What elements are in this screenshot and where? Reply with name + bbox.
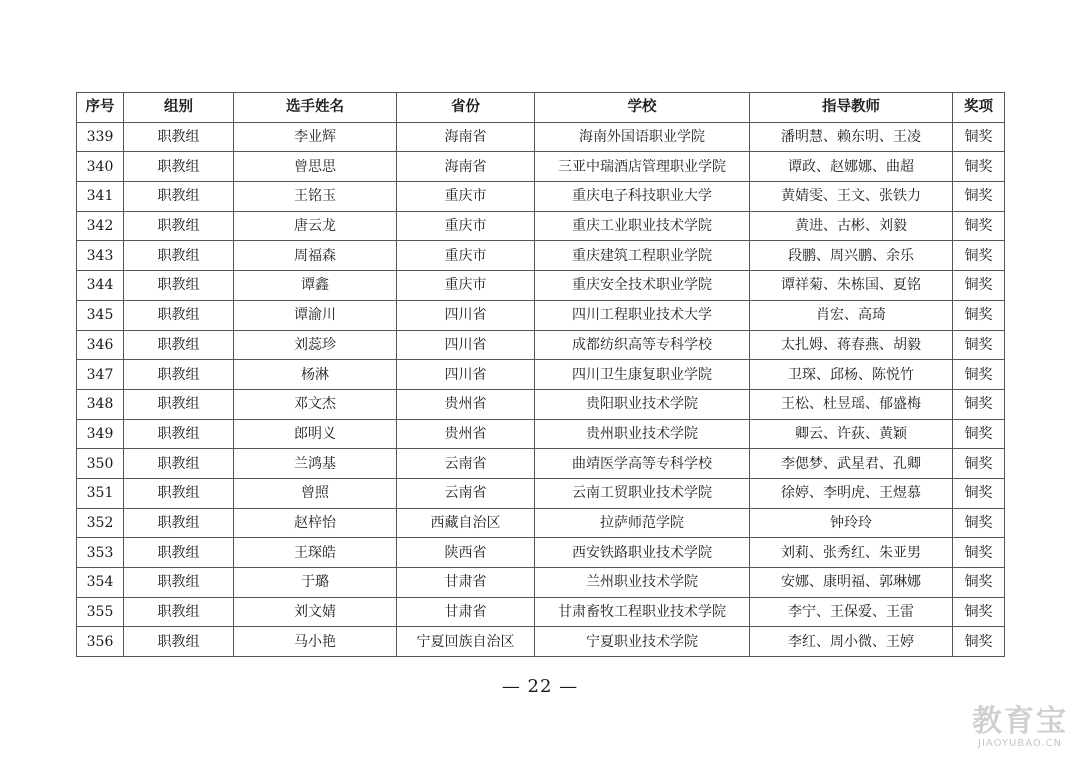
cell-province: 重庆市 [397,241,535,271]
cell-contestant-name: 王铭玉 [234,182,397,212]
table-row [77,360,1005,390]
watermark-main-text: 教育宝 [972,704,1068,739]
cell-serial: 356 [77,627,124,657]
cell-school: 四川卫生康复职业学院 [535,360,750,390]
cell-group: 职教组 [124,538,234,568]
cell-contestant-name: 李业辉 [234,122,397,152]
table-row [77,152,1005,182]
cell-school: 海南外国语职业学院 [535,122,750,152]
cell-award: 铜奖 [953,568,1005,598]
cell-school: 兰州职业技术学院 [535,568,750,598]
cell-province: 重庆市 [397,211,535,241]
cell-contestant-name: 刘蕊珍 [234,330,397,360]
cell-contestant-name: 兰鸿基 [234,449,397,479]
table-row [77,211,1005,241]
cell-award: 铜奖 [953,360,1005,390]
cell-school: 四川工程职业技术大学 [535,300,750,330]
cell-contestant-name: 谭鑫 [234,271,397,301]
cell-group: 职教组 [124,360,234,390]
header-contestant-name: 选手姓名 [234,93,397,123]
cell-award: 铜奖 [953,330,1005,360]
cell-serial: 346 [77,330,124,360]
cell-province: 甘肃省 [397,568,535,598]
cell-school: 贵阳职业技术学院 [535,389,750,419]
cell-serial: 347 [77,360,124,390]
cell-instructors: 徐婷、李明虎、王煜慕 [750,478,953,508]
header-serial: 序号 [77,93,124,123]
cell-serial: 350 [77,449,124,479]
cell-instructors: 谭政、赵娜娜、曲超 [750,152,953,182]
table-row [77,538,1005,568]
cell-serial: 352 [77,508,124,538]
cell-province: 重庆市 [397,271,535,301]
cell-contestant-name: 赵梓怡 [234,508,397,538]
cell-province: 四川省 [397,300,535,330]
cell-serial: 339 [77,122,124,152]
cell-award: 铜奖 [953,478,1005,508]
cell-serial: 340 [77,152,124,182]
cell-province: 西藏自治区 [397,508,535,538]
cell-province: 宁夏回族自治区 [397,627,535,657]
cell-award: 铜奖 [953,300,1005,330]
cell-award: 铜奖 [953,241,1005,271]
cell-group: 职教组 [124,152,234,182]
table-row [77,568,1005,598]
cell-instructors: 刘莉、张秀红、朱亚男 [750,538,953,568]
cell-award: 铜奖 [953,508,1005,538]
cell-award: 铜奖 [953,211,1005,241]
table-row [77,449,1005,479]
cell-group: 职教组 [124,182,234,212]
cell-instructors: 安娜、康明福、郭琳娜 [750,568,953,598]
watermark-sub-text: JIAOYUBAO.CN [978,738,1062,749]
table-row [77,597,1005,627]
cell-school: 云南工贸职业技术学院 [535,478,750,508]
cell-award: 铜奖 [953,122,1005,152]
cell-contestant-name: 刘文婧 [234,597,397,627]
cell-school: 重庆安全技术职业学院 [535,271,750,301]
cell-contestant-name: 王琛皓 [234,538,397,568]
cell-instructors: 钟玲玲 [750,508,953,538]
cell-group: 职教组 [124,330,234,360]
cell-contestant-name: 郎明义 [234,419,397,449]
header-award: 奖项 [953,93,1005,123]
header-school: 学校 [535,93,750,123]
cell-contestant-name: 曾思思 [234,152,397,182]
cell-school: 拉萨师范学院 [535,508,750,538]
table-row [77,241,1005,271]
page-number: — 22 — [501,676,579,697]
cell-school: 西安铁路职业技术学院 [535,538,750,568]
cell-school: 重庆工业职业技术学院 [535,211,750,241]
cell-award: 铜奖 [953,152,1005,182]
header-instructors: 指导教师 [750,93,953,123]
cell-serial: 348 [77,389,124,419]
cell-award: 铜奖 [953,627,1005,657]
cell-serial: 341 [77,182,124,212]
cell-group: 职教组 [124,211,234,241]
cell-contestant-name: 杨淋 [234,360,397,390]
cell-group: 职教组 [124,300,234,330]
table-row [77,478,1005,508]
cell-serial: 349 [77,419,124,449]
cell-award: 铜奖 [953,271,1005,301]
cell-province: 贵州省 [397,419,535,449]
cell-serial: 344 [77,271,124,301]
cell-province: 四川省 [397,360,535,390]
cell-instructors: 谭祥菊、朱栋国、夏铭 [750,271,953,301]
table-row [77,271,1005,301]
cell-group: 职教组 [124,568,234,598]
cell-province: 四川省 [397,330,535,360]
cell-instructors: 卿云、许荻、黄颖 [750,419,953,449]
cell-province: 海南省 [397,152,535,182]
cell-contestant-name: 周福森 [234,241,397,271]
table-row [77,300,1005,330]
cell-school: 三亚中瑞酒店管理职业学院 [535,152,750,182]
table-row [77,330,1005,360]
cell-group: 职教组 [124,122,234,152]
awards-table [76,92,1005,657]
cell-group: 职教组 [124,389,234,419]
header-group: 组别 [124,93,234,123]
cell-award: 铜奖 [953,449,1005,479]
cell-instructors: 肖宏、高琦 [750,300,953,330]
cell-instructors: 王松、杜昱瑶、郁盛梅 [750,389,953,419]
table-row [77,508,1005,538]
cell-award: 铜奖 [953,538,1005,568]
cell-province: 云南省 [397,478,535,508]
table-row [77,182,1005,212]
cell-serial: 355 [77,597,124,627]
cell-instructors: 卫琛、邱杨、陈悦竹 [750,360,953,390]
cell-instructors: 黄婧雯、王文、张铁力 [750,182,953,212]
table-row [77,389,1005,419]
cell-contestant-name: 邓文杰 [234,389,397,419]
cell-instructors: 李红、周小微、王婷 [750,627,953,657]
cell-school: 重庆电子科技职业大学 [535,182,750,212]
cell-school: 曲靖医学高等专科学校 [535,449,750,479]
cell-contestant-name: 谭渝川 [234,300,397,330]
cell-instructors: 李偲梦、武星君、孔卿 [750,449,953,479]
cell-serial: 345 [77,300,124,330]
cell-serial: 343 [77,241,124,271]
cell-school: 甘肃畜牧工程职业技术学院 [535,597,750,627]
cell-instructors: 潘明慧、赖东明、王凌 [750,122,953,152]
cell-award: 铜奖 [953,182,1005,212]
cell-contestant-name: 于璐 [234,568,397,598]
cell-school: 贵州职业技术学院 [535,419,750,449]
cell-group: 职教组 [124,508,234,538]
table-row [77,627,1005,657]
cell-school: 成都纺织高等专科学校 [535,330,750,360]
cell-contestant-name: 曾照 [234,478,397,508]
cell-instructors: 黄进、古彬、刘毅 [750,211,953,241]
watermark-logo [972,696,1068,749]
cell-instructors: 太扎姆、蒋春燕、胡毅 [750,330,953,360]
cell-province: 贵州省 [397,389,535,419]
table-row [77,419,1005,449]
cell-contestant-name: 唐云龙 [234,211,397,241]
cell-award: 铜奖 [953,389,1005,419]
table-header-row [77,93,1005,123]
cell-province: 重庆市 [397,182,535,212]
cell-province: 甘肃省 [397,597,535,627]
cell-serial: 353 [77,538,124,568]
cell-instructors: 李宁、王保爱、王雷 [750,597,953,627]
cell-serial: 354 [77,568,124,598]
cell-group: 职教组 [124,627,234,657]
cell-province: 陕西省 [397,538,535,568]
cell-group: 职教组 [124,449,234,479]
cell-award: 铜奖 [953,597,1005,627]
cell-group: 职教组 [124,419,234,449]
header-province: 省份 [397,93,535,123]
cell-school: 宁夏职业技术学院 [535,627,750,657]
table-row [77,122,1005,152]
cell-school: 重庆建筑工程职业学院 [535,241,750,271]
table-body [77,122,1005,656]
cell-award: 铜奖 [953,419,1005,449]
cell-serial: 351 [77,478,124,508]
cell-serial: 342 [77,211,124,241]
cell-instructors: 段鹏、周兴鹏、余乐 [750,241,953,271]
cell-group: 职教组 [124,271,234,301]
cell-group: 职教组 [124,241,234,271]
cell-province: 海南省 [397,122,535,152]
cell-group: 职教组 [124,597,234,627]
cell-group: 职教组 [124,478,234,508]
cell-province: 云南省 [397,449,535,479]
cell-contestant-name: 马小艳 [234,627,397,657]
